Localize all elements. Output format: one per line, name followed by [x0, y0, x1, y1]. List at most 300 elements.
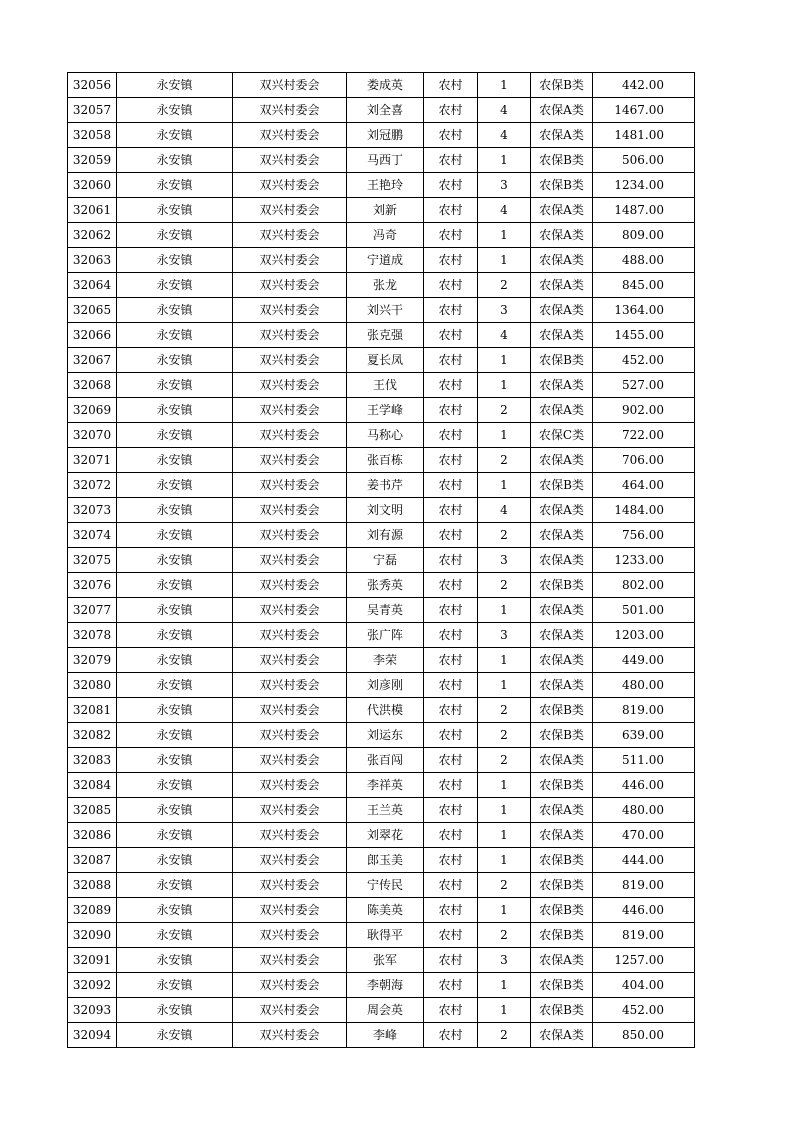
record-id-cell: 32092 [68, 973, 117, 998]
town-cell: 永安镇 [117, 623, 233, 648]
household-type-cell: 农村 [424, 198, 478, 223]
household-size-cell: 1 [478, 823, 531, 848]
household-size-cell: 1 [478, 73, 531, 98]
amount-cell: 446.00 [593, 773, 695, 798]
person-name-cell: 王伐 [347, 373, 424, 398]
household-type-cell: 农村 [424, 573, 478, 598]
amount-cell: 464.00 [593, 473, 695, 498]
table-row [68, 998, 695, 1023]
village-committee-cell: 双兴村委会 [233, 398, 347, 423]
household-type-cell: 农村 [424, 923, 478, 948]
village-committee-cell: 双兴村委会 [233, 173, 347, 198]
household-size-cell: 1 [478, 898, 531, 923]
village-committee-cell: 双兴村委会 [233, 898, 347, 923]
table-row [68, 948, 695, 973]
amount-cell: 506.00 [593, 148, 695, 173]
household-size-cell: 1 [478, 798, 531, 823]
person-name-cell: 张广阵 [347, 623, 424, 648]
record-id-cell: 32058 [68, 123, 117, 148]
household-type-cell: 农村 [424, 848, 478, 873]
village-committee-cell: 双兴村委会 [233, 473, 347, 498]
record-id-cell: 32073 [68, 498, 117, 523]
record-id-cell: 32089 [68, 898, 117, 923]
village-committee-cell: 双兴村委会 [233, 973, 347, 998]
insurance-category-cell: 农保A类 [531, 523, 593, 548]
record-id-cell: 32079 [68, 648, 117, 673]
record-id-cell: 32093 [68, 998, 117, 1023]
person-name-cell: 宁磊 [347, 548, 424, 573]
insurance-category-cell: 农保A类 [531, 1023, 593, 1048]
town-cell: 永安镇 [117, 973, 233, 998]
household-size-cell: 2 [478, 923, 531, 948]
table-row [68, 923, 695, 948]
amount-cell: 452.00 [593, 998, 695, 1023]
town-cell: 永安镇 [117, 348, 233, 373]
person-name-cell: 刘有源 [347, 523, 424, 548]
town-cell: 永安镇 [117, 598, 233, 623]
village-committee-cell: 双兴村委会 [233, 348, 347, 373]
table-row [68, 523, 695, 548]
amount-cell: 452.00 [593, 348, 695, 373]
insurance-category-cell: 农保B类 [531, 473, 593, 498]
household-size-cell: 2 [478, 748, 531, 773]
insurance-category-cell: 农保B类 [531, 173, 593, 198]
insurance-category-cell: 农保B类 [531, 348, 593, 373]
amount-cell: 1257.00 [593, 948, 695, 973]
town-cell: 永安镇 [117, 423, 233, 448]
person-name-cell: 张秀英 [347, 573, 424, 598]
table-row [68, 223, 695, 248]
record-id-cell: 32071 [68, 448, 117, 473]
person-name-cell: 王兰英 [347, 798, 424, 823]
person-name-cell: 耿得平 [347, 923, 424, 948]
household-size-cell: 2 [478, 723, 531, 748]
table-row [68, 973, 695, 998]
village-committee-cell: 双兴村委会 [233, 723, 347, 748]
record-id-cell: 32087 [68, 848, 117, 873]
insurance-category-cell: 农保A类 [531, 198, 593, 223]
person-name-cell: 陈美英 [347, 898, 424, 923]
amount-cell: 444.00 [593, 848, 695, 873]
village-committee-cell: 双兴村委会 [233, 1023, 347, 1048]
insurance-category-cell: 农保B类 [531, 723, 593, 748]
table-row [68, 598, 695, 623]
insurance-category-cell: 农保A类 [531, 273, 593, 298]
household-size-cell: 3 [478, 548, 531, 573]
person-name-cell: 姜书芹 [347, 473, 424, 498]
household-type-cell: 农村 [424, 423, 478, 448]
person-name-cell: 张克强 [347, 323, 424, 348]
person-name-cell: 王艳玲 [347, 173, 424, 198]
household-type-cell: 农村 [424, 873, 478, 898]
table-row [68, 473, 695, 498]
household-type-cell: 农村 [424, 323, 478, 348]
household-type-cell: 农村 [424, 148, 478, 173]
table-row [68, 173, 695, 198]
household-type-cell: 农村 [424, 298, 478, 323]
household-type-cell: 农村 [424, 773, 478, 798]
village-committee-cell: 双兴村委会 [233, 648, 347, 673]
person-name-cell: 张龙 [347, 273, 424, 298]
household-type-cell: 农村 [424, 723, 478, 748]
table-row [68, 423, 695, 448]
record-id-cell: 32075 [68, 548, 117, 573]
household-size-cell: 1 [478, 148, 531, 173]
insurance-category-cell: 农保A类 [531, 823, 593, 848]
record-id-cell: 32067 [68, 348, 117, 373]
household-type-cell: 农村 [424, 223, 478, 248]
record-id-cell: 32066 [68, 323, 117, 348]
household-size-cell: 4 [478, 123, 531, 148]
table-row [68, 123, 695, 148]
village-committee-cell: 双兴村委会 [233, 923, 347, 948]
insurance-category-cell: 农保B类 [531, 973, 593, 998]
person-name-cell: 马西丁 [347, 148, 424, 173]
record-id-cell: 32062 [68, 223, 117, 248]
table-row [68, 548, 695, 573]
town-cell: 永安镇 [117, 798, 233, 823]
table-row [68, 73, 695, 98]
town-cell: 永安镇 [117, 98, 233, 123]
village-committee-cell: 双兴村委会 [233, 73, 347, 98]
table-row [68, 848, 695, 873]
household-size-cell: 3 [478, 623, 531, 648]
town-cell: 永安镇 [117, 748, 233, 773]
record-id-cell: 32091 [68, 948, 117, 973]
insurance-category-cell: 农保A类 [531, 498, 593, 523]
person-name-cell: 李荣 [347, 648, 424, 673]
insurance-category-cell: 农保A类 [531, 948, 593, 973]
household-size-cell: 2 [478, 273, 531, 298]
town-cell: 永安镇 [117, 373, 233, 398]
household-size-cell: 1 [478, 423, 531, 448]
record-id-cell: 32083 [68, 748, 117, 773]
table-row [68, 898, 695, 923]
insurance-category-cell: 农保A类 [531, 448, 593, 473]
amount-cell: 819.00 [593, 873, 695, 898]
record-id-cell: 32056 [68, 73, 117, 98]
record-id-cell: 32069 [68, 398, 117, 423]
household-type-cell: 农村 [424, 798, 478, 823]
village-committee-cell: 双兴村委会 [233, 148, 347, 173]
insurance-category-cell: 农保B类 [531, 898, 593, 923]
insurance-category-cell: 农保A类 [531, 548, 593, 573]
town-cell: 永安镇 [117, 73, 233, 98]
person-name-cell: 周会英 [347, 998, 424, 1023]
person-name-cell: 吴青英 [347, 598, 424, 623]
household-size-cell: 2 [478, 873, 531, 898]
record-id-cell: 32094 [68, 1023, 117, 1048]
record-id-cell: 32082 [68, 723, 117, 748]
person-name-cell: 刘彦刚 [347, 673, 424, 698]
table-row [68, 298, 695, 323]
table-row [68, 798, 695, 823]
table-row [68, 1023, 695, 1048]
insurance-category-cell: 农保A类 [531, 373, 593, 398]
amount-cell: 470.00 [593, 823, 695, 848]
table-row [68, 748, 695, 773]
record-id-cell: 32063 [68, 248, 117, 273]
record-id-cell: 32061 [68, 198, 117, 223]
village-committee-cell: 双兴村委会 [233, 423, 347, 448]
record-id-cell: 32080 [68, 673, 117, 698]
record-id-cell: 32076 [68, 573, 117, 598]
household-size-cell: 2 [478, 523, 531, 548]
household-size-cell: 2 [478, 698, 531, 723]
town-cell: 永安镇 [117, 873, 233, 898]
village-committee-cell: 双兴村委会 [233, 373, 347, 398]
amount-cell: 1484.00 [593, 498, 695, 523]
household-size-cell: 1 [478, 973, 531, 998]
amount-cell: 446.00 [593, 898, 695, 923]
household-type-cell: 农村 [424, 248, 478, 273]
insurance-category-cell: 农保B类 [531, 698, 593, 723]
table-row [68, 823, 695, 848]
household-type-cell: 农村 [424, 73, 478, 98]
table-row [68, 573, 695, 598]
village-committee-cell: 双兴村委会 [233, 673, 347, 698]
record-id-cell: 32077 [68, 598, 117, 623]
table-row [68, 248, 695, 273]
household-type-cell: 农村 [424, 523, 478, 548]
person-name-cell: 宁道成 [347, 248, 424, 273]
village-committee-cell: 双兴村委会 [233, 748, 347, 773]
town-cell: 永安镇 [117, 448, 233, 473]
insurance-category-cell: 农保A类 [531, 648, 593, 673]
village-committee-cell: 双兴村委会 [233, 198, 347, 223]
amount-cell: 511.00 [593, 748, 695, 773]
household-size-cell: 1 [478, 373, 531, 398]
record-id-cell: 32059 [68, 148, 117, 173]
table-row [68, 398, 695, 423]
amount-cell: 1234.00 [593, 173, 695, 198]
record-id-cell: 32084 [68, 773, 117, 798]
household-size-cell: 2 [478, 573, 531, 598]
household-type-cell: 农村 [424, 598, 478, 623]
amount-cell: 1487.00 [593, 198, 695, 223]
household-size-cell: 1 [478, 348, 531, 373]
person-name-cell: 刘兴干 [347, 298, 424, 323]
person-name-cell: 郎玉美 [347, 848, 424, 873]
household-size-cell: 4 [478, 498, 531, 523]
village-committee-cell: 双兴村委会 [233, 223, 347, 248]
town-cell: 永安镇 [117, 148, 233, 173]
insurance-category-cell: 农保B类 [531, 998, 593, 1023]
record-id-cell: 32074 [68, 523, 117, 548]
insurance-category-cell: 农保A类 [531, 323, 593, 348]
household-size-cell: 1 [478, 248, 531, 273]
insurance-category-cell: 农保A类 [531, 248, 593, 273]
person-name-cell: 张百栋 [347, 448, 424, 473]
record-id-cell: 32068 [68, 373, 117, 398]
person-name-cell: 张军 [347, 948, 424, 973]
village-committee-cell: 双兴村委会 [233, 798, 347, 823]
person-name-cell: 刘全喜 [347, 98, 424, 123]
insurance-category-cell: 农保B类 [531, 773, 593, 798]
insurance-category-cell: 农保A类 [531, 398, 593, 423]
town-cell: 永安镇 [117, 548, 233, 573]
village-committee-cell: 双兴村委会 [233, 773, 347, 798]
table-row [68, 348, 695, 373]
town-cell: 永安镇 [117, 898, 233, 923]
table-row [68, 648, 695, 673]
person-name-cell: 王学峰 [347, 398, 424, 423]
household-type-cell: 农村 [424, 973, 478, 998]
household-type-cell: 农村 [424, 173, 478, 198]
insurance-category-cell: 农保A类 [531, 598, 593, 623]
record-id-cell: 32065 [68, 298, 117, 323]
insurance-category-cell: 农保A类 [531, 748, 593, 773]
record-id-cell: 32064 [68, 273, 117, 298]
amount-cell: 404.00 [593, 973, 695, 998]
household-size-cell: 2 [478, 398, 531, 423]
record-id-cell: 32060 [68, 173, 117, 198]
town-cell: 永安镇 [117, 398, 233, 423]
record-id-cell: 32072 [68, 473, 117, 498]
town-cell: 永安镇 [117, 723, 233, 748]
record-id-cell: 32081 [68, 698, 117, 723]
amount-cell: 639.00 [593, 723, 695, 748]
amount-cell: 480.00 [593, 673, 695, 698]
household-type-cell: 农村 [424, 673, 478, 698]
amount-cell: 802.00 [593, 573, 695, 598]
insurance-category-cell: 农保B类 [531, 148, 593, 173]
insurance-category-cell: 农保A类 [531, 623, 593, 648]
household-type-cell: 农村 [424, 123, 478, 148]
amount-cell: 706.00 [593, 448, 695, 473]
household-type-cell: 农村 [424, 348, 478, 373]
records-body [68, 73, 695, 1048]
person-name-cell: 李祥英 [347, 773, 424, 798]
amount-cell: 1364.00 [593, 298, 695, 323]
amount-cell: 850.00 [593, 1023, 695, 1048]
household-size-cell: 4 [478, 98, 531, 123]
household-type-cell: 农村 [424, 473, 478, 498]
village-committee-cell: 双兴村委会 [233, 298, 347, 323]
town-cell: 永安镇 [117, 648, 233, 673]
amount-cell: 1481.00 [593, 123, 695, 148]
town-cell: 永安镇 [117, 673, 233, 698]
household-type-cell: 农村 [424, 823, 478, 848]
amount-cell: 1203.00 [593, 623, 695, 648]
town-cell: 永安镇 [117, 948, 233, 973]
village-committee-cell: 双兴村委会 [233, 998, 347, 1023]
table-row [68, 873, 695, 898]
town-cell: 永安镇 [117, 273, 233, 298]
insurance-category-cell: 农保A类 [531, 798, 593, 823]
table-row [68, 373, 695, 398]
household-size-cell: 1 [478, 598, 531, 623]
town-cell: 永安镇 [117, 498, 233, 523]
amount-cell: 501.00 [593, 598, 695, 623]
record-id-cell: 32070 [68, 423, 117, 448]
town-cell: 永安镇 [117, 823, 233, 848]
table-row [68, 498, 695, 523]
person-name-cell: 刘运东 [347, 723, 424, 748]
amount-cell: 756.00 [593, 523, 695, 548]
town-cell: 永安镇 [117, 198, 233, 223]
household-size-cell: 2 [478, 1023, 531, 1048]
household-type-cell: 农村 [424, 898, 478, 923]
insurance-category-cell: 农保A类 [531, 123, 593, 148]
village-committee-cell: 双兴村委会 [233, 623, 347, 648]
insurance-category-cell: 农保B类 [531, 573, 593, 598]
household-size-cell: 1 [478, 848, 531, 873]
household-type-cell: 农村 [424, 273, 478, 298]
person-name-cell: 张百闯 [347, 748, 424, 773]
table-row [68, 323, 695, 348]
household-size-cell: 1 [478, 648, 531, 673]
amount-cell: 449.00 [593, 648, 695, 673]
village-committee-cell: 双兴村委会 [233, 873, 347, 898]
village-committee-cell: 双兴村委会 [233, 98, 347, 123]
table-row [68, 698, 695, 723]
household-type-cell: 农村 [424, 498, 478, 523]
town-cell: 永安镇 [117, 998, 233, 1023]
household-type-cell: 农村 [424, 373, 478, 398]
village-committee-cell: 双兴村委会 [233, 848, 347, 873]
village-committee-cell: 双兴村委会 [233, 523, 347, 548]
amount-cell: 722.00 [593, 423, 695, 448]
town-cell: 永安镇 [117, 698, 233, 723]
amount-cell: 488.00 [593, 248, 695, 273]
person-name-cell: 刘翠花 [347, 823, 424, 848]
household-size-cell: 1 [478, 223, 531, 248]
household-size-cell: 1 [478, 673, 531, 698]
person-name-cell: 刘冠鹏 [347, 123, 424, 148]
village-committee-cell: 双兴村委会 [233, 123, 347, 148]
household-size-cell: 3 [478, 948, 531, 973]
town-cell: 永安镇 [117, 173, 233, 198]
insurance-category-cell: 农保A类 [531, 98, 593, 123]
record-id-cell: 32078 [68, 623, 117, 648]
amount-cell: 480.00 [593, 798, 695, 823]
insurance-category-cell: 农保A类 [531, 298, 593, 323]
person-name-cell: 宁传民 [347, 873, 424, 898]
town-cell: 永安镇 [117, 298, 233, 323]
insurance-category-cell: 农保B类 [531, 923, 593, 948]
insurance-category-cell: 农保B类 [531, 873, 593, 898]
household-type-cell: 农村 [424, 448, 478, 473]
person-name-cell: 冯奇 [347, 223, 424, 248]
household-type-cell: 农村 [424, 948, 478, 973]
village-committee-cell: 双兴村委会 [233, 273, 347, 298]
person-name-cell: 娄成英 [347, 73, 424, 98]
amount-cell: 819.00 [593, 923, 695, 948]
household-type-cell: 农村 [424, 548, 478, 573]
person-name-cell: 马称心 [347, 423, 424, 448]
table-row [68, 723, 695, 748]
village-committee-cell: 双兴村委会 [233, 948, 347, 973]
town-cell: 永安镇 [117, 1023, 233, 1048]
record-id-cell: 32090 [68, 923, 117, 948]
table-row [68, 198, 695, 223]
household-type-cell: 农村 [424, 1023, 478, 1048]
table-row [68, 673, 695, 698]
town-cell: 永安镇 [117, 473, 233, 498]
household-type-cell: 农村 [424, 998, 478, 1023]
household-size-cell: 1 [478, 773, 531, 798]
household-type-cell: 农村 [424, 648, 478, 673]
table-row [68, 623, 695, 648]
village-committee-cell: 双兴村委会 [233, 498, 347, 523]
household-type-cell: 农村 [424, 748, 478, 773]
insurance-category-cell: 农保A类 [531, 223, 593, 248]
insurance-category-cell: 农保B类 [531, 73, 593, 98]
amount-cell: 809.00 [593, 223, 695, 248]
table-row [68, 448, 695, 473]
amount-cell: 1233.00 [593, 548, 695, 573]
